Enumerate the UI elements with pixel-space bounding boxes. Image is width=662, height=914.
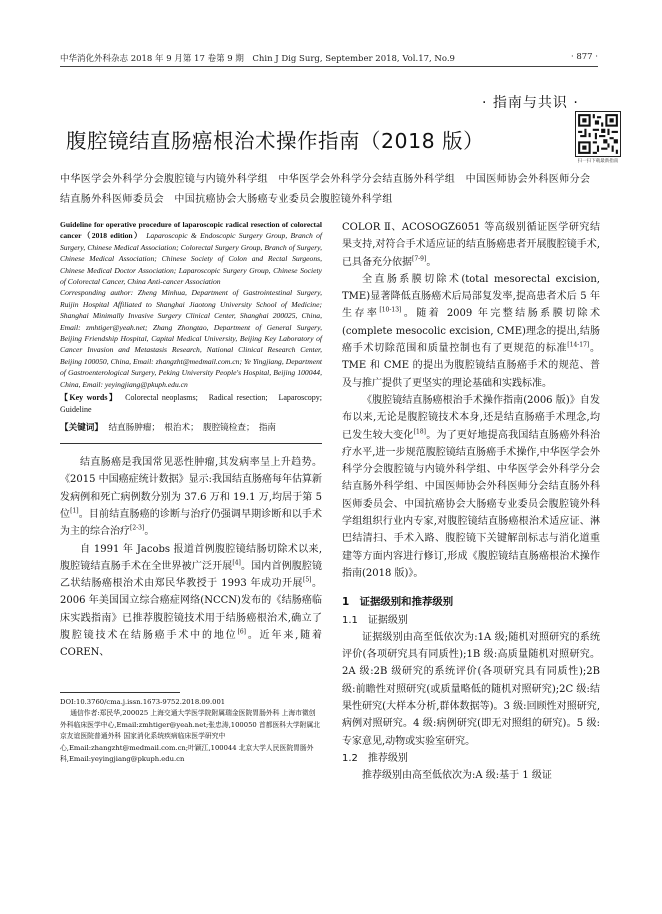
running-header <box>60 52 598 64</box>
paragraph: 自 1991 年 Jacobs 报道首例腹腔镜结肠切除术以来,腹腔镜结直肠手术在全世界被广泛开展[4]。国内首例腹腔镜乙状结肠癌根治术由郑民华教授于 1993 年成功开展[5]。2006 年美国国立综合癌症网络(NCCN)发布的《结肠癌临床实践指南》已推荐腹腔镜技术用于结肠癌根治术,确立了腹腔镜技术在结肠癌手术中的地位[6]。近年来,随着 COREN、 <box>60 543 323 659</box>
paragraph: 结直肠癌是我国常见恶性肿瘤,其发病率呈上升趋势。《2015 中国癌症统计数据》显示:我国结直肠癌每年估算新发病例和死亡病例数分别为 37.6 万和 19.1 万,均居于第 5 位[1]。目前结直肠癌的诊断与治疗仍强调早期诊断和以手术为主的综合治疗[2-3]。 <box>60 457 323 538</box>
journal-info: 中华消化外科杂志 2018 年 9 月第 17 卷第 9 期 Chin J Dig Surg, September 2018, Vol.17, No.9 <box>60 54 455 64</box>
qr-caption: 扫一扫下载最新指南 <box>577 159 619 164</box>
footnote-doi: DOI:10.3760/cma.j.issn.1673-9752.2018.09.001 <box>60 697 226 706</box>
english-author-groups: Laparoscopic & Endoscopic Surgery Group, Branch of Surgery, Chinese Medical Association; Colorectal Surgery Group, Branch of Surgery, Chinese Medical Association; Chinese Society of Colon and Rectal Surgeons, Chinese Medical Doctor Association; Laparoscopic Surgery Group, Chinese Society of Colorectal Cancer, China Anti-cancer Association <box>60 231 322 287</box>
footnote-authors: 通信作者:郑民华,200025 上海交通大学医学院附属瑞金医院胃肠外科 上海市微创外科临床医学中心,Email:zmhtiger@yeah.net;张忠涛,100050 首都医科大学附属北京友谊医院普通外科 国家消化系统疾病临床医学研究中心,Email:zhangzht@medmail.com.cn;叶颖江,100044 北京大学人民医院胃肠外科,Email:yeyingjiang@pkuph.edu.cn <box>60 709 321 764</box>
corresponding-author: Corresponding author: Zheng Minhua, Department of Gastrointestinal Surgery, Ruijin Hospital Affiliated to Shanghai Jiaotong University School of Medicine; Shanghai Minimally Invasive Surgery Clinical Center, Shanghai 200025, China, Email: zmhtiger@yeah.net; Zhang Zhongtao, Department of General Surgery, Beijing Friendship Hospital, Capital Medical University, Beijing Key Laboratory of Cancer Invasion and Metastasis Research, National Clinical Research Center, Beijing 100050, China, Email: zhangzht@medmail.com.cn; Ye Yingjiang, Department of Gastroenterological Surgery, Peking University People's Hospital, Beijing 100044, China, Email: yeyingjiang@pkuph.edu.cn <box>60 288 322 389</box>
subsection-heading: 1.2 推荐级别 <box>342 752 408 764</box>
left-column <box>60 219 330 766</box>
article-title: 腹腔镜结直肠癌根治术操作指南（2018 版） <box>66 129 485 153</box>
paragraph: 《腹腔镜结直肠癌根治手术操作指南(2006 版)》自发布以来,无论是腹腔镜技术本身,还是结直肠癌手术理念,均已发生较大变化[18]。为了更好地提高我国结直肠癌外科治疗水平,进一步规范腹腔镜结直肠癌手术操作,中华医学会外科学分会腹腔镜与内镜外科学组、中华医学会外科学分会结直肠外科学组、中国医师协会外科医师分会结直肠外科医师委员会、中国抗癌协会大肠癌专业委员会腹腔镜外科学组组织行业内专家,对腹腔镜结直肠癌根治术适应证、淋巴结清扫、手术入路、腹腔镜下关键解剖标志与消化道重建等方面内容进行修订,形成《腹腔镜结直肠癌根治术操作指南(2018 版)》。 <box>342 394 601 579</box>
right-column <box>342 219 600 785</box>
section-tag: · 指南与共识 · <box>482 95 579 111</box>
page-number: · 877 · <box>570 52 598 62</box>
paragraph: 推荐级别由高至低依次为:A 级:基于 1 级证 <box>362 770 552 782</box>
section-heading: 1 证据级别和推荐级别 <box>342 596 454 609</box>
footnotes <box>60 692 322 766</box>
abstract-divider <box>60 443 322 444</box>
qr-code-icon <box>575 111 621 157</box>
header-rule <box>60 66 598 67</box>
english-title: Guideline for operative procedure of laparoscopic radical resection of colorectal cancer（2018 edition） <box>60 220 322 241</box>
subsection-heading: 1.1 证据级别 <box>342 614 408 626</box>
paragraph: 全直肠系膜切除术(total mesorectal excision, TME)显著降低直肠癌术后局部复发率,提高患者术后 5 年生存率[10-13]。随着 2009 年完整结肠系膜切除术(complete mesocolic excision, CME)理念的提出,结肠癌手术切除范围和质量控制也有了更规范的标准[14-17]。TME 和 CME 的提出为腹腔镜结直肠癌手术的规范、普及与推广提供了更坚实的理论基础和实践标准。 <box>342 273 601 389</box>
english-abstract-block <box>60 219 322 287</box>
footnote-rule <box>60 692 180 693</box>
chinese-keywords: 【关键词】 结直肠肿瘤； 根治术； 腹腔镜检查； 指南 <box>60 423 277 434</box>
paragraph: COLOR Ⅱ、ACOSOGZ6051 等高级别循证医学研究结果支持,对符合手术适应证的结直肠癌患者开展腹腔镜手术,已具备充分依据[7-9]。 <box>342 222 600 268</box>
paragraph: 证据级别由高至低依次为:1A 级;随机对照研究的系统评价(各项研究具有同质性);1B 级:高质量随机对照研究。2A 级:2B 级研究的系统评价(各项研究具有同质性);2B 级:前瞻性对照研究(或质量略低的随机对照研究);2C 级:结果性研究(大样本分析,群体数据等)。3 级:回顾性对照研究,病例对照研究。4 级:病例研究(即无对照组的研究)。5 级:专家意见,动物或实验室研究。 <box>342 631 600 747</box>
author-groups: 中华医学会外科学分会腹腔镜与内镜外科学组 中华医学会外科学分会结直肠外科学组 中国医师协会外科医师分会结直肠外科医师委员会 中国抗癌协会大肠癌专业委员会腹腔镜外科学组 <box>60 174 591 205</box>
english-keywords: 【Key words】 Colorectal neoplasms; Radical resection; Laparoscopy; Guideline <box>60 393 330 415</box>
body-text-left <box>60 454 322 662</box>
